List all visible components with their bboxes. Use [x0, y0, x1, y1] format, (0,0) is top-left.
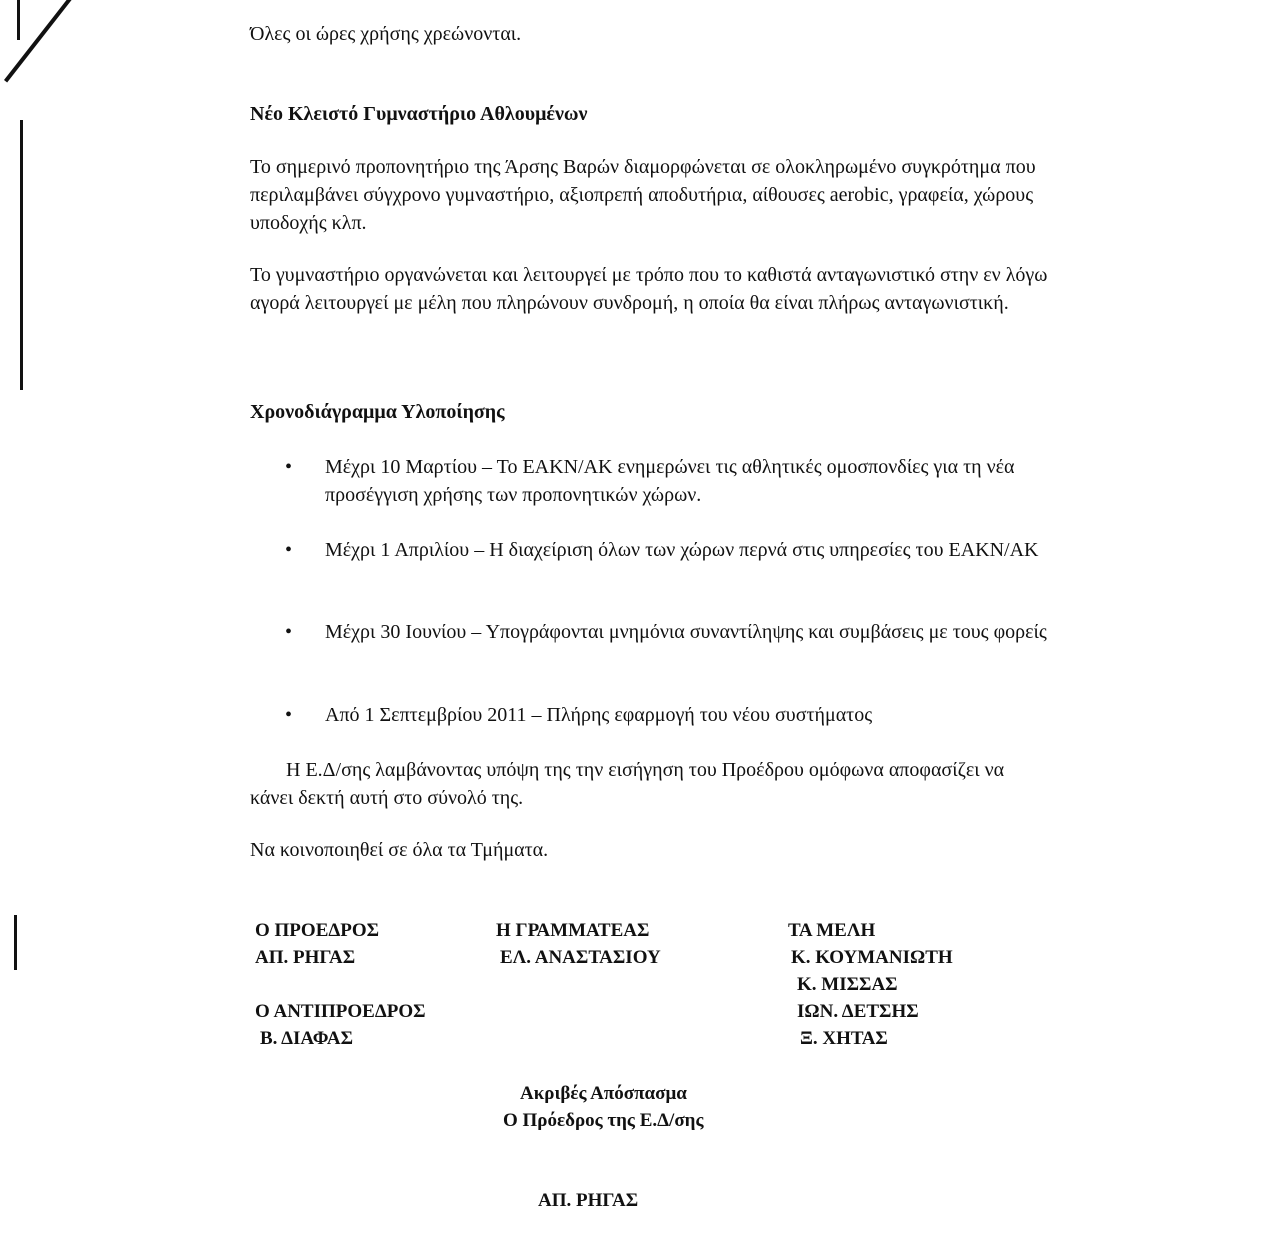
member-name: Κ. ΜΙΣΣΑΣ	[797, 974, 898, 995]
bullet-icon: •	[285, 456, 293, 478]
gym-paragraph-1: Το σημερινό προπονητήριο της Άρσης Βαρών διαμορφώνεται σε ολοκληρωμένο συγκρότημα που περιλαμβάνει σύγχρονο γυμναστήριο, αξιοπρεπή αποδυτήρια, αίθουσες aerobic, γραφεία, χώρους υποδοχής κλπ.	[250, 156, 1036, 234]
bullet-icon: •	[285, 621, 293, 643]
secretary-title: Η ΓΡΑΜΜΑΤΕΑΣ	[496, 920, 650, 941]
scan-artifact-vertical	[20, 120, 23, 390]
timeline-item	[285, 536, 1065, 592]
intro-line: Όλες οι ώρες χρήσης χρεώνονται.	[250, 23, 522, 45]
footer-signature-name: ΑΠ. ΡΗΓΑΣ	[538, 1190, 639, 1211]
president-name: ΑΠ. ΡΗΓΑΣ	[255, 947, 356, 968]
member-name: Ξ. ΧΗΤΑΣ	[800, 1028, 888, 1049]
timeline-item	[285, 453, 1065, 509]
vice-president-name: Β. ΔΙΑΦΑΣ	[260, 1028, 354, 1049]
decision-paragraph: Η Ε.Δ/σης λαμβάνοντας υπόψη της την εισήγηση του Προέδρου ομόφωνα αποφασίζει να κάνει δεκτή αυτή στο σύνολό της.	[250, 759, 1005, 809]
secretary-name: ΕΛ. ΑΝΑΣΤΑΣΙΟΥ	[500, 947, 661, 968]
timeline-item	[285, 618, 1065, 674]
notify-line: Να κοινοποιηθεί σε όλα τα Τμήματα.	[250, 839, 549, 861]
timeline-item-text: Από 1 Σεπτεμβρίου 2011 – Πλήρης εφαρμογή του νέου συστήματος	[325, 704, 873, 726]
timeline-item-text: Μέχρι 1 Απριλίου – Η διαχείριση όλων των χώρων περνά στις υπηρεσίες του ΕΑΚΝ/ΑΚ	[325, 539, 1039, 561]
exact-extract-label: Ακριβές Απόσπασμα	[520, 1083, 687, 1104]
scan-artifact-vertical-lower	[14, 915, 17, 970]
timeline-item-text: Μέχρι 30 Ιουνίου – Υπογράφονται μνημόνια συναντίληψης και συμβάσεις με τους φορείς	[325, 621, 1047, 643]
scan-artifact-top-mark	[17, 0, 20, 40]
president-title: Ο ΠΡΟΕΔΡΟΣ	[255, 920, 380, 941]
gym-paragraph-2: Το γυμναστήριο οργανώνεται και λειτουργεί με τρόπο που το καθιστά ανταγωνιστικό στην εν λόγω αγορά λειτουργεί με μέλη που πληρώνουν συνδρομή, η οποία θα είναι πλήρως ανταγωνιστική.	[250, 264, 1048, 314]
gym-heading: Νέο Κλειστό Γυμναστήριο Αθλουμένων	[250, 103, 588, 125]
vice-president-title: Ο ΑΝΤΙΠΡΟΕΔΡΟΣ	[255, 1001, 426, 1022]
member-name: ΙΩΝ. ΔΕΤΣΗΣ	[797, 1001, 919, 1022]
board-president-label: Ο Πρόεδρος της Ε.Δ/σης	[503, 1110, 704, 1131]
timeline-item-text: Μέχρι 10 Μαρτίου – Το ΕΑΚΝ/ΑΚ ενημερώνει τις αθλητικές ομοσπονδίες για τη νέα προσέγγιση χρήσης των προπονητικών χώρων.	[325, 456, 1015, 506]
timeline-item	[285, 701, 1065, 729]
bullet-icon: •	[285, 539, 293, 561]
member-name: Κ. ΚΟΥΜΑΝΙΩΤΗ	[791, 947, 953, 968]
timeline-heading: Χρονοδιάγραμμα Υλοποίησης	[250, 401, 505, 423]
members-title: ΤΑ ΜΕΛΗ	[788, 920, 876, 941]
bullet-icon: •	[285, 704, 293, 726]
